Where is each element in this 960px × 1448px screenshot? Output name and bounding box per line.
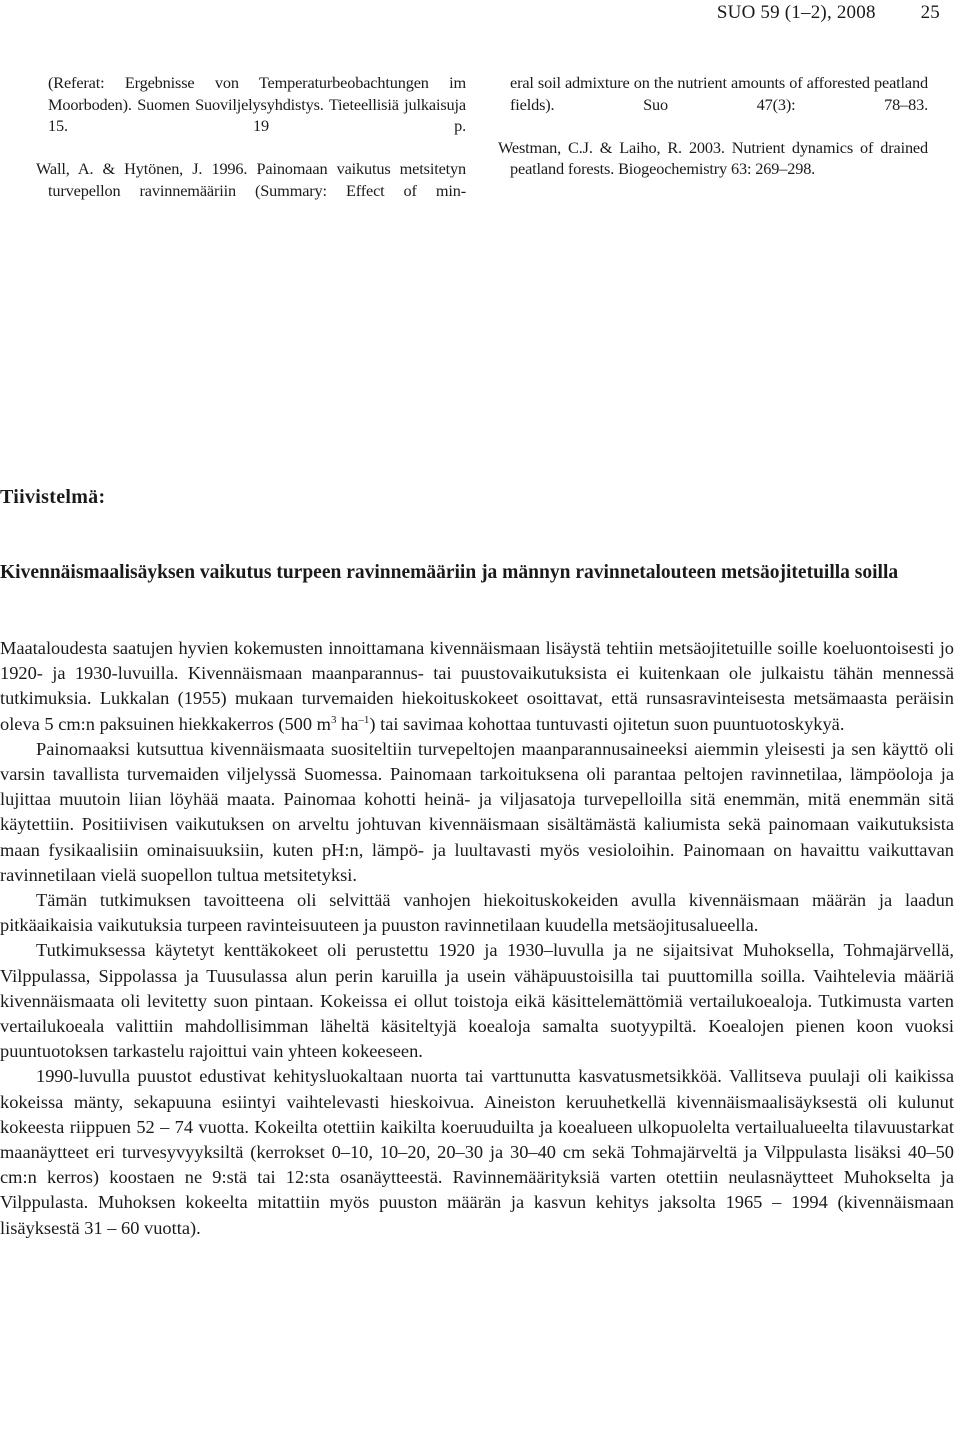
p1-sup-1: 3 [330,713,337,726]
abstract-body [0,636,954,1241]
abstract-paragraph-2: Painomaaksi kutsuttua kivennäismaata suositeltiin turvepeltojen maanparannusaineeksi aiemmin yleisesti ja sen käyttö oli varsin tavallista turvemaiden viljelyssä Suomessa. Painomaan tarkoituksena oli parantaa peltojen ravinnetilaa, lämpöoloja ja lujittaa muutoin liian löyhää maata. Painomaa kohotti heinä- ja viljasatoja turvepelloilla sitä enemmän, mitä enemmän sitä käytettiin. Positiivisen vaikutuksen on arveltu johtuvan kivennäismaan sisältämästä kaliumista sekä painomaan vaikutuksista maan fysikaalisiin ominaisuuksiin, kuten pH:n, lämpö- ja luultavasti myös vesioloihin. Painomaan on havaittu vaikuttavan ravinnetilaan vielä suopellon tultua metsitetyksi. [0,738,954,885]
journal-issue: SUO 59 (1–2), 2008 [716,2,876,23]
reference-wall-hytonen: Wall, A. & Hytönen, J. 1996. Painomaan vaikutus metsitetyn turvepellon ravinnemääriin (Summary: Effect of min- [36,159,466,200]
abstract-title: Kivennäismaalisäyksen vaikutus turpeen ravinnemääriin ja männyn ravinnetalouteen metsäojitetuilla soilla [0,562,899,583]
abstract-paragraph-5: 1990-luvulla puustot edustivat kehitysluokaltaan nuorta tai varttunutta kasvatusmetsikköä. Vallitseva puulaji oli kaikissa kokeissa mänty, sekapuuna esiintyi vaihtelevasti hieskoivua. Aineiston keruuhetkellä kivennäismaalisäyksestä oli kulunut kokeesta riippuen 52 – 74 vuotta. Kokeilta otettiin kaikilta koeruuduilta ja koealueen ulkopuolelta vertailualueelta tilavuustarkat maanäytteet eri turvesyvyyksiltä (kerrokset 0–10, 10–20, 20–30 ja 30–40 cm sekä Tohmajärveltä ja Vilppulasta lisäksi 40–50 cm:n kerros) koostaen ne 9:stä tai 12:sta osanäytteestä. Ravinnemäärityksiä varten otettiin neulasnäytteet Muhokselta ja Vilppulasta. Muhoksen kokeelta mitattiin myös puuston määrän ja kasvun kehitys jaksolta 1965 – 1994 (kivennäismaan lisäyksestä 31 – 60 vuotta). [0,1066,954,1238]
reference-continuation: (Referat: Ergebnisse von Temperaturbeobachtungen im Moorboden). Suomen Suoviljelysyhdistys. Tieteellisiä julkaisuja 15. 19 p. [48,73,466,135]
abstract-paragraph-1 [0,636,954,737]
abstract-label: Tiivistelmä: [0,486,106,508]
p1-text-b: ha [336,713,359,734]
abstract-paragraph-4: Tutkimuksessa käytetyt kenttäkokeet oli perustettu 1920 ja 1930–luvulla ja ne sijaitsivat Muhoksella, Tohmajärvellä, Vilppulassa, Sippolassa ja Tuusulassa alun perin karuilla ja usein vähäpuustoisilla tai puuttomilla soilla. Vaihtelevia määriä kivennäismaata oli levitetty suon pintaan. Kokeissa ei ollut toistoja eikä käsittelemättömiä vertailukoealoja. Tutkimusta varten vertailukoeala valittiin mahdollisimman läheltä käsiteltyjä koealoja samalta suotyypiltä. Koealojen pienen koon vuoksi puuntuotoksen tarkastelu rajoittui vain yhteen kokeeseen. [0,940,954,1062]
p1-text-c: ) tai savimaa kohottaa tuntuvasti ojitetun suon puuntuotoskykyä. [369,713,845,734]
reference-westman-laiho: Westman, C.J. & Laiho, R. 2003. Nutrient dynamics of drained peatland forests. Biogeochemistry 63: 269–298. [498,137,928,178]
p1-sup-2: –1 [358,713,370,726]
page-number: 25 [920,2,940,23]
references-left-column [36,72,466,223]
reference-continuation-right: eral soil admixture on the nutrient amounts of afforested peatland fields). Suo 47(3): 78–83. [510,73,928,114]
running-header [717,2,940,24]
references-right-column [498,72,928,180]
p1-text-a: Maataloudesta saatujen hyvien kokemusten innoittamana kivennäismaan lisäystä tehtiin metsäojitetuille soille koeluontoisesti jo 1920- ja 1930-luvuilla. Kivennäismaan maanparannus- tai puustovaikutuksista ei kuitenkaan ole julkaistu tähän mennessä tutkimuksia. Lukkalan (1955) mukaan turvemaiden hiekoituskokeet osoittavat, että runsasravinteisesta metsämaasta peräisin oleva 5 cm:n paksuinen hiekkakerros (500 m [0,638,954,734]
abstract-paragraph-3: Tämän tutkimuksen tavoitteena oli selvittää vanhojen hiekoituskokeiden avulla kivennäismaan määrän ja laadun pitkäaikaisia vaikutuksia turpeen ravinteisuuteen ja puuston ravinnetilaan kuudella metsäojitusalueella. [0,890,954,936]
